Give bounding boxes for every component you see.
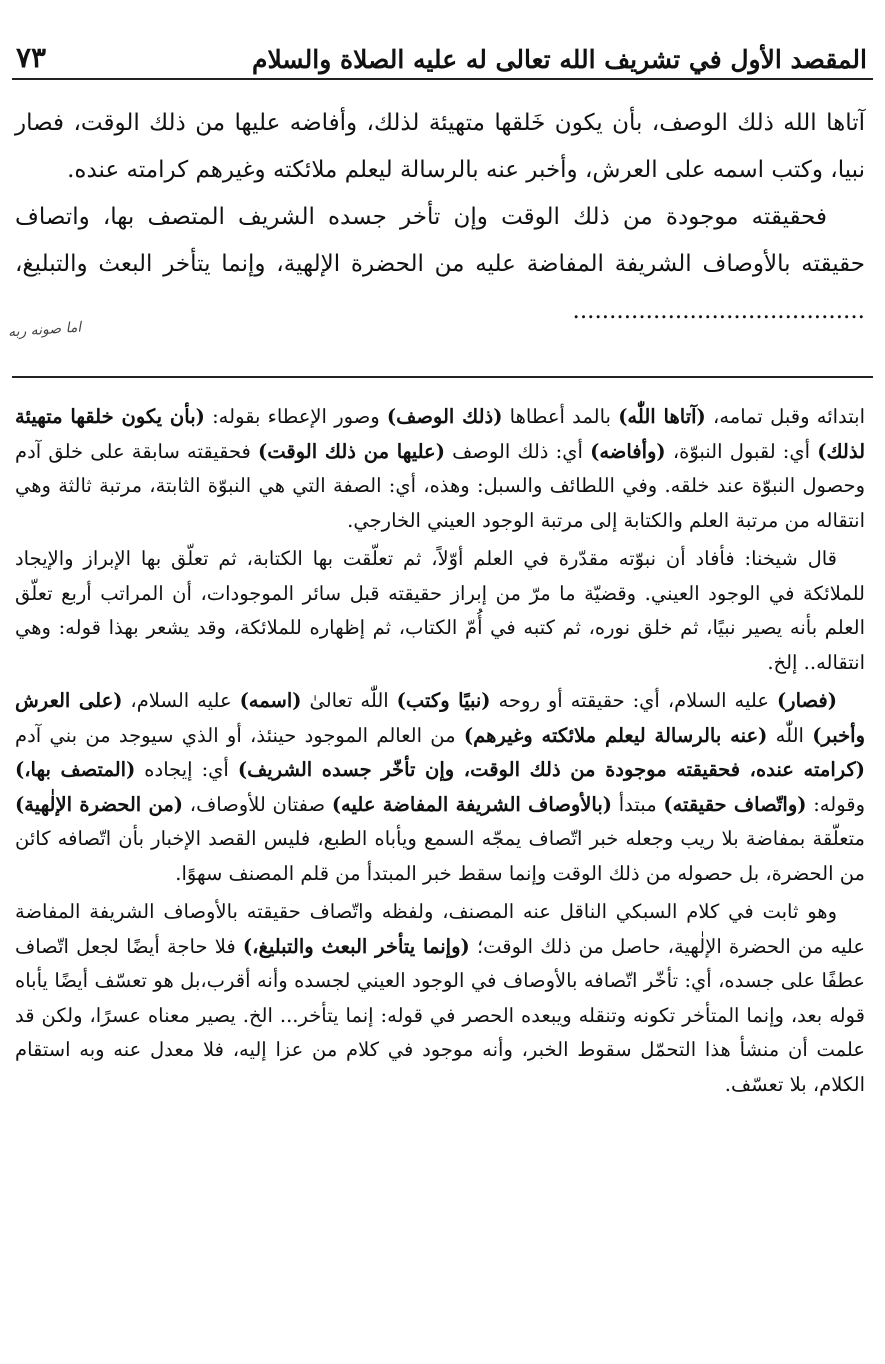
commentary-paragraph-3 (15, 684, 865, 891)
quoted-phrase: (اسمه) (239, 689, 302, 712)
commentary-text: فحقيقته سابقة على خلق آدم وحصول النبوّة عند خلقه. وفي اللطائف والسبل: وهذه، أي: الصفة التي هي النبوّة الثابتة، مرتبة ثالثة وهي انتقاله من مرتبة العلم والكتابة إلى مرتبة الوجود العيني الخارجي. (15, 439, 865, 532)
commentary-text: صفتان للأوصاف، (183, 792, 332, 816)
quoted-phrase: (فصار) (776, 689, 837, 712)
quoted-phrase: (عليها من ذلك الوقت) (258, 439, 445, 463)
main-text-divider (12, 376, 873, 378)
commentary-text: أي: ذلك الوصف (444, 439, 591, 463)
quoted-phrase: (وأفاضه) (590, 439, 666, 463)
commentary-text: ابتدائه وقبل تمامه، (705, 405, 865, 428)
commentary-text: اللّٰه (767, 723, 813, 747)
commentary-text: أي: لقبول النبوّة، (665, 439, 818, 463)
quoted-phrase: (عنه بالرسالة ليعلم ملائكته وغيرهم) (463, 723, 768, 747)
main-paragraph-1: آتاها الله ذلك الوصف، بأن يكون خَلقها متهيئة لذلك، وأفاضه عليها من ذلك الوقت، فصار نبيا، وكتب اسمه على العرش، وأخبر عنه بالرسالة ليعلم ملائكته وغيرهم كرامته عنده. (15, 110, 865, 183)
quoted-phrase: (من الحضرة الإلٰهية) (15, 792, 184, 816)
main-text-block (15, 100, 865, 335)
commentary-text: من العالم الموجود حينئذ، أو الذي سيوجد من بني آدم (15, 723, 464, 747)
commentary-text: وهو ثابت في كلام السبكي الناقل عنه المصنف، ولفظه واتّصاف حقيقته بالأوصاف الشريفة المفاضة عليه من الحضرة الإلٰهية، حاصل من ذلك الوقت؛ (15, 900, 865, 958)
commentary-text: اللّٰه تعالىٰ (301, 689, 397, 712)
commentary-text: فلا حاجة أيضًا لجعل اتّصاف عطفًا على جسده، أي: تأخّر اتّصافه بالأوصاف في الوجود العيني لجسده وأنه أقرب،بل هو تعسّف أيضًا يأباه قوله بعد، وإنما المتأخر تكونه وتنقله ويبعده الحصر في قوله: إنما يتأخر... الخ. يصير معناه عسرًا، ولكن قد علمت أن منشأ هذا التحمّل سقوط الخبر، وأنه موجود في كلام من عزا إليه، فلا معدل عنه وبه استقام الكلام، بلا تعسّف. (15, 934, 865, 1096)
commentary-paragraph-4 (15, 895, 865, 1102)
commentary-text: بالمد أعطاها (502, 405, 619, 428)
commentary-paragraph-1 (15, 400, 865, 538)
quoted-phrase: (واتّصاف حقيقته) (663, 792, 807, 816)
quoted-phrase: (بأن يكون خلقها متهيئة لذلك) (15, 405, 866, 463)
quoted-phrase: (ذلك الوصف) (386, 405, 503, 428)
commentary-text: عليه السلام، (122, 689, 240, 712)
handwritten-annotation: اما صونه ربه (7, 319, 82, 341)
running-title: المقصد الأول في تشريف الله تعالى له عليه الصلاة والسلام (251, 45, 867, 74)
quoted-phrase: (بالأوصاف الشريفة المفاضة عليه) (331, 792, 613, 816)
commentary-text: وصور الإعطاء بقوله: (204, 405, 387, 428)
page-number: ٧٣ (16, 41, 47, 74)
main-paragraph-2: فحقيقته موجودة من ذلك الوقت وإن تأخر جسده الشريف المتصف بها، واتصاف حقيقته بالأوصاف الشريفة المفاضة عليه من الحضرة الإلهية، وإنما يتأخر البعث والتبليغ، ........................................ (15, 204, 865, 324)
commentary-text: عليه السلام، أي: حقيقته أو روحه (490, 689, 777, 712)
quoted-phrase: (المتصف بها،) (15, 758, 136, 781)
commentary-text: متعلّقة بمفاضة بلا ريب وجعله خبر اتّصاف يمجّه السمع ويأباه الطبع، فليس القصد الإخبار بأن اتّصافه كائن من الحضرة، بل حصوله من ذلك الوقت وإنما سقط خبر المبتدأ من قلم المصنف سهوًا. (15, 827, 865, 885)
page-header (16, 30, 867, 74)
quoted-phrase: (وإنما يتأخر البعث والتبليغ،) (242, 934, 470, 958)
commentary-text: مبتدأ (612, 792, 664, 816)
commentary-text: وقوله: (806, 792, 866, 816)
quoted-phrase: (آتاها اللّٰه) (618, 405, 706, 428)
header-divider (12, 78, 873, 80)
quoted-phrase: (كرامته عنده، فحقيقته موجودة من ذلك الوقت، وإن تأخّر جسده الشريف) (237, 758, 866, 781)
commentary-text: أي: إيجاده (135, 758, 238, 781)
commentary-paragraph-2: قال شيخنا: فأفاد أن نبوّته مقدّرة في العلم أوّلاً، ثم تعلّقت بها الكتابة، ثم تعلّق بها الإبراز والإيجاد للملائكة في الوجود العيني. وقضيّة ما مرّ من إبراز حقيقته قبل سائر الموجودات، أن المراتب أربع تعلّق العلم بأنه يصير نبيًا، ثم خلق نوره، ثم كتبه في أُمّ الكتاب، ثم إظهاره للملائكة، وقد يشعر بهذا قوله: وهي انتقاله.. إلخ. (15, 547, 865, 674)
quoted-phrase: (على العرش وأخبر) (15, 689, 865, 747)
quoted-phrase: (نبيًا وكتب) (396, 689, 491, 712)
commentary-block (15, 400, 865, 1106)
